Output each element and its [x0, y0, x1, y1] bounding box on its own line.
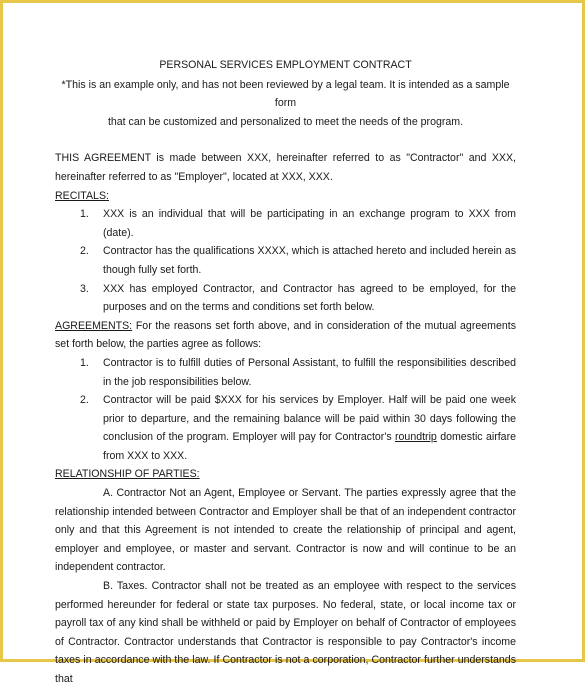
recital-number: 3. [80, 282, 89, 295]
agreement-number: 1. [80, 356, 89, 369]
agreement-item [55, 391, 516, 465]
relationship-paragraph-b: B. Taxes. Contractor shall not be treated as an employee with respect to the services performed hereunder for federal or state tax purposes. No federal, state, or local income tax or payroll tax of any kind shall be withheld or paid by Employer on behalf of Contractor of employees of Contractor. Contractor understands that Contractor is responsible to pay Contractor's income taxes in accordance with the law. If Contractor is not a corporation, Contractor further understands that [55, 580, 516, 685]
agreement-intro: THIS AGREEMENT is made between XXX, hereinafter referred to as "Contractor" and XXX, hereinafter referred to as "Employer", located at XXX, XXX. [55, 152, 516, 183]
recital-text: Contractor has the qualifications XXXX, which is attached hereto and included herein as though fully set forth. [103, 245, 516, 276]
relationship-heading-text: RELATIONSHIP OF PARTIES: [55, 468, 200, 481]
agreements-text: For the reasons set forth above, and in consideration of the mutual agreements set forth below, the parties agree as follows: [55, 319, 516, 351]
document-page [55, 56, 516, 689]
spacer [55, 131, 516, 149]
relationship-paragraph-a: A. Contractor Not an Agent, Employee or Servant. The parties expressly agree that the relationship intended between Contractor and Employer shall be that of an independent contractor only and that this Agreement is not intended to create the relationship of principal and agent, employer and employee, or master and servant. Contractor is now and will continue to be an independent contractor. [55, 487, 516, 574]
recital-item [55, 242, 516, 279]
recital-item [55, 205, 516, 242]
recital-text: XXX is an individual that will be participating in an exchange program to XXX from (date). [103, 208, 516, 239]
relationship-heading [55, 465, 516, 484]
document-title: PERSONAL SERVICES EMPLOYMENT CONTRACT [159, 59, 412, 71]
disclaimer-notice [55, 76, 516, 132]
recital-text: XXX has employed Contractor, and Contractor has agreed to be employed, for the purposes and on the terms and conditions set forth below. [103, 282, 516, 314]
recitals-heading [55, 187, 516, 206]
agreements-paragraph [55, 317, 516, 354]
recital-number: 2. [80, 245, 89, 258]
roundtrip-underlined: roundtrip [395, 431, 437, 444]
disclaimer-line-2: that can be customized and personalized to meet the needs of the program. [107, 115, 464, 128]
recitals-list [55, 205, 516, 317]
recitals-heading-text: RECITALS: [55, 189, 109, 202]
agreement-number: 2. [80, 394, 89, 407]
agreement-text-before: Contractor will be paid $XXX for his services by Employer. Half will be paid one week prior to departure, and the remaining balance will be paid within 30 days following the conclusion of the program. Employer will pay for Contractor's [103, 394, 516, 444]
disclaimer-line-1: *This is an example only, and has not been reviewed by a legal team. It is intended as a sample form [61, 78, 510, 110]
agreements-list [55, 354, 516, 466]
recital-item [55, 280, 516, 317]
recital-number: 1. [80, 208, 89, 221]
agreements-heading: AGREEMENTS: [55, 319, 133, 332]
agreement-text-after: domestic airfare from XXX to XXX. [103, 431, 516, 462]
agreement-item [55, 354, 516, 391]
agreement-text: Contractor is to fulfill duties of Personal Assistant, to fulfill the responsibilities described in the job responsibilities below. [103, 356, 516, 388]
